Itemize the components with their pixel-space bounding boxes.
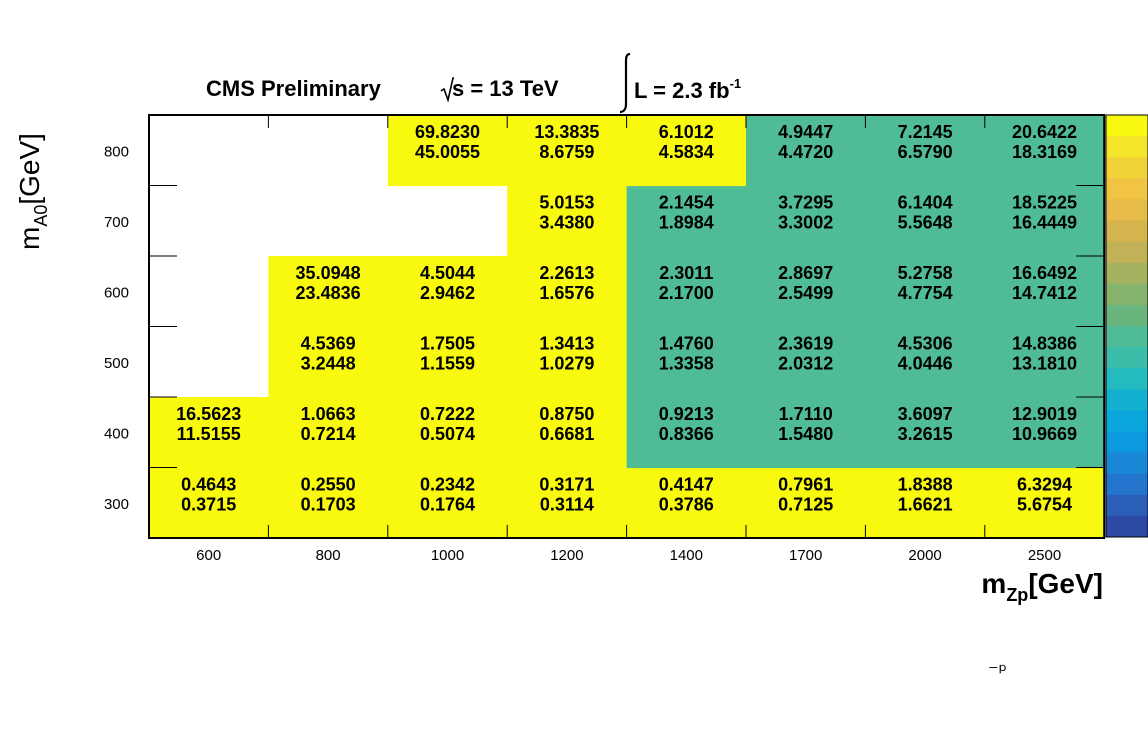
cell-value-expected: 2.3619 <box>778 333 834 354</box>
cell-value-observed: 2.5499 <box>778 283 834 303</box>
palette-swatch <box>1106 453 1148 475</box>
cell-value-observed: 3.2448 <box>300 353 356 374</box>
cell-value-observed: 0.1703 <box>300 494 356 515</box>
palette-swatch <box>1106 221 1148 243</box>
palette-swatch <box>1106 178 1148 200</box>
cell-value-expected: 13.3835 <box>534 122 600 142</box>
cell-value-observed: 1.0279 <box>539 353 595 374</box>
cell-value-expected: 16.5623 <box>176 404 242 424</box>
cell-value-expected: 1.3413 <box>539 333 595 354</box>
cell-value-expected: 4.5369 <box>300 333 356 354</box>
y-tick-label: 700 <box>103 213 129 231</box>
cell-value-observed: 3.4380 <box>539 212 595 233</box>
cell-value-observed: 5.5648 <box>897 212 953 233</box>
cell-value-expected: 69.8230 <box>414 122 481 142</box>
lumi-label: L = 2.3 $fb^{-1}$ <box>618 76 741 104</box>
cell-value-observed: 1.1559 <box>419 353 476 374</box>
energy-label: s = 13 TeV <box>440 76 559 102</box>
x-axis-title: $m_{Zp}[GeV]$ <box>981 568 1103 605</box>
x-tick-label: 2500 <box>1027 547 1062 564</box>
cell-value-expected: 4.5044 <box>419 263 476 283</box>
cell-value-expected: 4.9447 <box>778 122 834 142</box>
cell-value-observed: 23.4836 <box>295 283 361 303</box>
cell-value-observed: 0.1764 <box>419 494 476 515</box>
y-tick-label: 600 <box>103 284 129 302</box>
cell-value-expected: 5.0153 <box>539 192 595 213</box>
palette-swatch <box>1106 516 1148 538</box>
cell-value-expected: 1.8388 <box>897 474 953 495</box>
cell-value-expected: 16.6492 <box>1011 263 1078 283</box>
cell-value-expected: 6.1012 <box>658 122 714 142</box>
cell-value-expected: 1.7505 <box>419 333 476 354</box>
cell-value-observed: 6.5790 <box>897 142 953 162</box>
y-tick-label: 300 <box>103 495 129 513</box>
cell-value-expected: 2.3011 <box>659 263 714 283</box>
x-tick-label: 1700 <box>789 547 823 564</box>
palette-swatch <box>1106 284 1148 306</box>
cell-value-observed: 45.0055 <box>414 142 481 162</box>
cell-value-expected: 0.2550 <box>300 474 356 495</box>
cell-value-expected: 20.6422 <box>1011 122 1078 142</box>
cell-value-observed: 5.6754 <box>1016 494 1073 515</box>
palette-swatch <box>1106 263 1148 285</box>
cell-value-observed: 4.4720 <box>778 142 834 162</box>
palette-swatch <box>1106 347 1148 369</box>
cell-value-expected: 4.5306 <box>897 333 953 354</box>
x-tick-label: 800 <box>315 547 341 564</box>
cell-value-observed: 0.7214 <box>300 424 356 444</box>
cell-value-expected: 7.2145 <box>897 122 953 142</box>
y-axis-title: $m_{A0}[GeV]$ <box>14 133 51 250</box>
x-tick-label: 1400 <box>669 547 703 564</box>
palette-swatch <box>1106 410 1148 432</box>
palette-swatch <box>1106 305 1148 327</box>
cell-value-observed: 4.5834 <box>658 142 714 162</box>
cell-value-observed: 2.9462 <box>419 283 476 303</box>
cell-value-expected: 6.1404 <box>897 192 953 213</box>
cell-value-observed: 0.3114 <box>539 494 594 515</box>
cell-value-expected: 1.4760 <box>658 333 714 354</box>
cell-value-expected: 2.1454 <box>658 192 714 213</box>
cell-value-observed: 3.2615 <box>897 424 953 444</box>
cell-value-observed: 0.3715 <box>181 494 237 515</box>
cell-value-observed: 13.1810 <box>1011 353 1078 374</box>
palette-swatch <box>1106 389 1148 411</box>
cell-value-expected: 14.8386 <box>1011 333 1078 354</box>
cell-value-observed: 11.5155 <box>176 424 241 444</box>
palette-swatch <box>1106 474 1148 496</box>
cell-value-expected: 1.0663 <box>300 404 356 424</box>
cell-value-expected: 5.2758 <box>897 263 953 283</box>
palette-swatch <box>1106 368 1148 390</box>
cell-value-observed: 2.0312 <box>778 353 834 374</box>
cell-value-expected: 0.7961 <box>778 474 834 495</box>
cell-value-observed: 1.6621 <box>897 494 953 515</box>
palette-swatch <box>1106 495 1148 517</box>
y-tick-label: 800 <box>103 143 129 161</box>
palette-swatch <box>1106 136 1148 158</box>
cell-value-expected: 1.7110 <box>778 404 833 424</box>
x-tick-label: 600 <box>196 547 222 564</box>
cell-value-expected: 0.3171 <box>539 474 595 495</box>
cell-value-observed: 0.8366 <box>658 424 714 444</box>
y-tick-label: 500 <box>103 354 129 372</box>
cell-value-expected: 3.7295 <box>778 192 834 213</box>
palette-swatch <box>1106 432 1148 454</box>
cell-value-observed: 1.8984 <box>658 212 714 233</box>
cell-value-observed: 14.7412 <box>1011 283 1078 303</box>
cell-value-observed: 1.3358 <box>658 353 714 374</box>
cell-value-expected: 0.9213 <box>658 404 714 424</box>
cell-value-observed: 2.1700 <box>658 283 714 303</box>
cell-value-observed: 0.5074 <box>419 424 476 444</box>
x-tick-label: 1200 <box>550 547 584 564</box>
stray-glyph: ₋ₚ <box>988 654 1008 676</box>
y-tick-label: 400 <box>103 425 129 443</box>
palette-swatch <box>1106 115 1148 137</box>
cell-value-observed: 8.6759 <box>539 142 595 162</box>
cell-value-expected: 0.4643 <box>181 474 237 495</box>
palette-swatch <box>1106 199 1148 221</box>
palette-swatch <box>1106 242 1148 264</box>
cell-value-observed: 0.6681 <box>539 424 595 444</box>
cell-value-observed: 3.3002 <box>778 212 834 233</box>
cell-value-observed: 16.4449 <box>1011 212 1078 233</box>
cell-value-expected: 0.7222 <box>419 404 476 424</box>
experiment-label: CMS Preliminary <box>206 76 381 101</box>
cell-value-expected: 3.6097 <box>897 404 953 424</box>
cell-value-expected: 12.9019 <box>1011 404 1078 424</box>
cell-value-expected: 2.8697 <box>778 263 834 283</box>
cell-value-observed: 18.3169 <box>1011 142 1078 162</box>
x-tick-label: 2000 <box>908 547 942 564</box>
palette-swatch <box>1106 157 1148 179</box>
cell-value-expected: 35.0948 <box>295 263 361 283</box>
cell-value-observed: 1.6576 <box>539 283 595 303</box>
cell-value-observed: 0.7125 <box>778 494 834 515</box>
cell-value-expected: 2.2613 <box>539 263 595 283</box>
palette-swatch <box>1106 326 1148 348</box>
x-tick-label: 1000 <box>430 547 465 564</box>
cell-value-expected: 0.4147 <box>658 474 714 495</box>
cell-value-expected: 0.8750 <box>539 404 595 424</box>
cell-value-observed: 10.9669 <box>1011 424 1078 444</box>
cell-value-observed: 4.7754 <box>897 283 953 303</box>
cell-value-observed: 0.3786 <box>658 494 714 515</box>
cell-value-observed: 1.5480 <box>778 424 834 444</box>
cell-value-expected: 6.3294 <box>1016 474 1073 495</box>
cell-value-observed: 4.0446 <box>897 353 953 374</box>
cell-value-expected: 18.5225 <box>1011 192 1078 213</box>
cell-value-expected: 0.2342 <box>419 474 476 495</box>
